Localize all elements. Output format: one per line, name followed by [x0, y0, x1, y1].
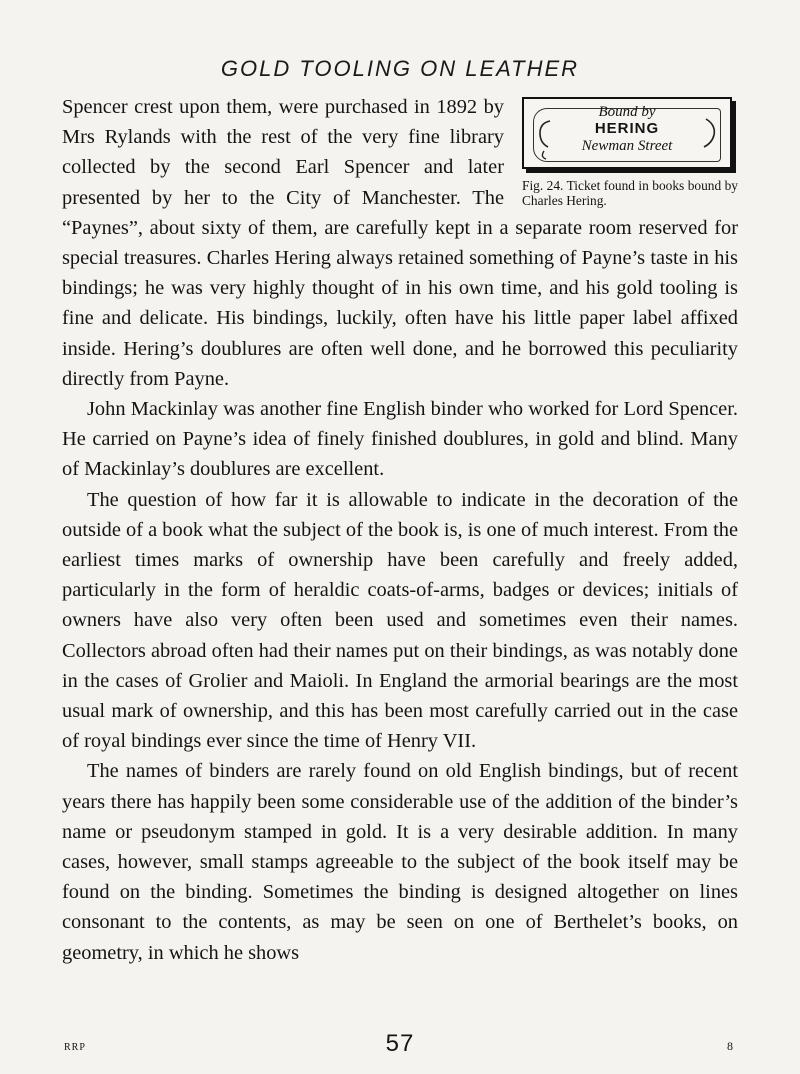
- running-head: GOLD TOOLING ON LEATHER: [220, 56, 580, 81]
- page-number: 57: [385, 1030, 415, 1057]
- figure-caption: Fig. 24. Ticket found in books bound by Charles Hering.: [522, 178, 738, 208]
- body-text: [62, 92, 738, 968]
- paragraph-4: The names of binders are rarely found on old English bindings, but of recent years there has happily been some considerable use of the addition of the binder’s name or pseudonym stamped in gold. It is a very desirable addition. In many cases, however, small stamps agreeable to the subject of the book itself may be found on the binding. Sometimes the binding is designed altogether on lines consonant to the contents, as may be seen on one of Berthelet’s books, on geometry, in which he shows: [62, 760, 738, 964]
- binder-ticket: [522, 97, 732, 169]
- figure-ticket: [522, 97, 738, 208]
- paragraph-1: Spencer crest upon them, were purchased in 1892 by Mrs Rylands with the rest of the very fine library collected by the second Earl Spencer and later presented by her to the City of Manchester. The “Paynes”, about sixty of them, are carefully kept in a separate room reserved for special treasures. Charles Hering always retained something of Payne’s taste in his bindings; he was very highly thought of in his own time, and his gold tooling is fine and delicate. His bindings, luckily, often have his little paper label affixed inside. Hering’s doublures are often well done, and he borrowed this peculiarity directly from Payne.: [62, 96, 738, 390]
- paragraph-3: The question of how far it is allowable to indicate in the decoration of the outside of a book what the subject of the book is, is one of much interest. From the earliest times marks of ownership have been carefully and freely added, particularly in the form of heraldic coats-of-arms, badges or devices; initials of owners have also very often been used and sometimes even their names. Collectors abroad often had their names put on their bindings, as was notably done in the cases of Grolier and Maioli. In England the armorial bearings are the most usual mark of ownership, and this has been most carefully carried out in the case of royal bindings ever since the time of Henry VII.: [62, 488, 738, 753]
- ticket-line-street: Newman Street: [581, 138, 673, 154]
- sheet-number: 8: [727, 1039, 733, 1053]
- ticket-line-hering: HERING: [594, 120, 660, 137]
- signature-mark: RRP: [64, 1042, 86, 1053]
- paragraph-2: John Mackinlay was another fine English binder who worked for Lord Spencer. He carried on Payne’s idea of finely finished doublures, in gold and blind. Many of Mackinlay’s doublures are excellent.: [62, 398, 738, 481]
- ticket-line-bound-by: Bound by: [598, 104, 656, 120]
